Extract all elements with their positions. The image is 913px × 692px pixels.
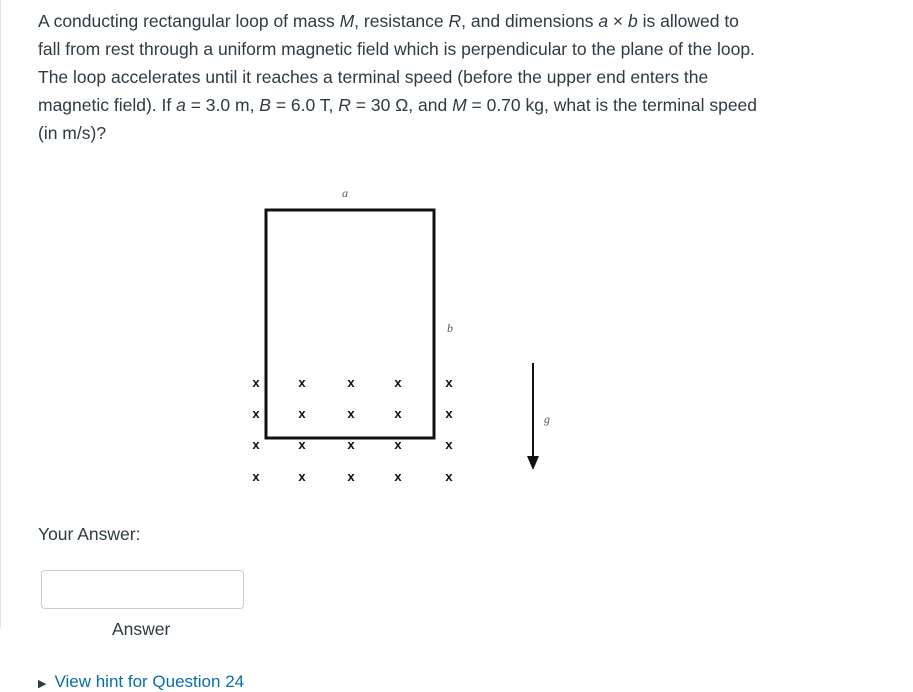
field-x-marker: x [252,437,260,452]
field-x-marker: x [252,375,260,390]
disclosure-triangle-icon: ▶ [38,678,47,690]
field-x-marker: x [347,437,355,452]
your-answer-label: Your Answer: [38,524,141,544]
field-x-marker: x [347,469,355,484]
field-x-marker: x [298,406,306,421]
content-left-border [0,0,1,628]
field-x-marker: x [445,406,453,421]
field-x-marker: x [394,469,402,484]
field-x-marker: x [298,437,306,452]
loop-diagram [230,180,570,490]
answer-caption: Answer [112,619,171,639]
conducting-loop [266,210,434,438]
view-hint-link[interactable]: ▶ View hint for Question 24 [38,672,245,691]
field-x-marker: x [298,469,306,484]
field-x-marker: x [347,375,355,390]
field-x-marker: x [394,375,402,390]
label-b: b [447,321,453,335]
label-a: a [342,186,348,200]
field-x-marker: x [394,437,402,452]
magnetic-field-markers [252,375,453,484]
field-x-marker: x [445,469,453,484]
field-x-marker: x [252,406,260,421]
field-x-marker: x [347,406,355,421]
field-x-marker: x [394,406,402,421]
gravity-arrow-head [527,456,539,470]
label-g: g [544,412,550,426]
question-text: A conducting rectangular loop of mass M, resistance R, and dimensions a × b is allowed to fall from rest through a uniform magnetic field which is perpendicular to the plane of the loop. The loop accelerates until it reaches a terminal speed (before the upper end enters the magnetic field). If a = 3.0 m, B = 6.0 T, R = 30 Ω, and M = 0.70 kg, what is the terminal speed (in m/s)? [38,11,758,143]
field-x-marker: x [445,375,453,390]
field-x-marker: x [298,375,306,390]
field-x-marker: x [252,469,260,484]
field-x-marker: x [445,437,453,452]
answer-input[interactable] [41,570,244,609]
